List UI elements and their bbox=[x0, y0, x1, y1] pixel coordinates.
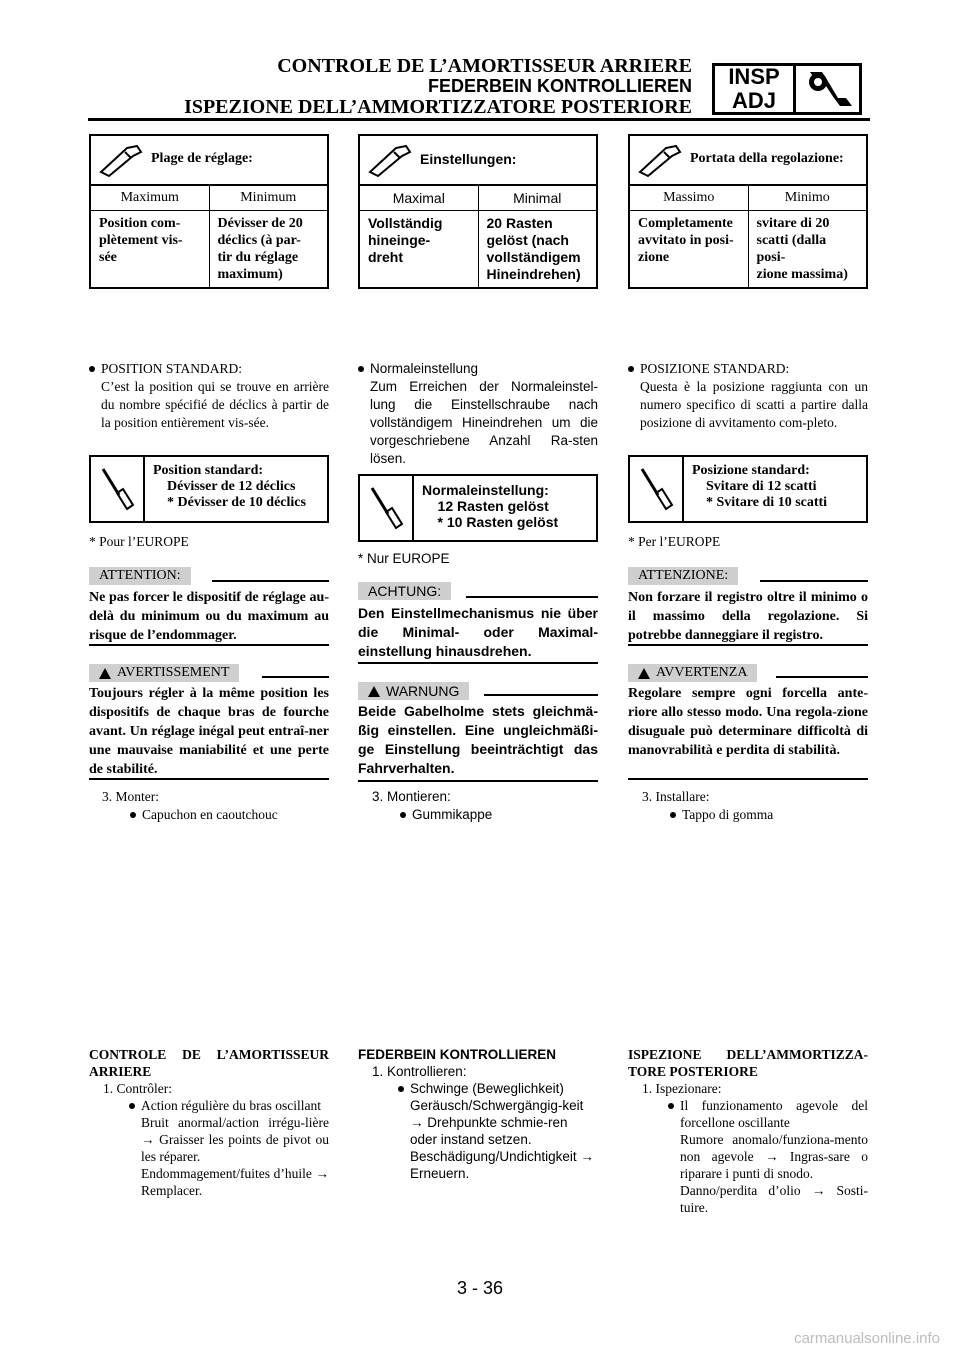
title-it: ISPEZIONE DELL’AMMORTIZZATORE POSTERIORE bbox=[184, 96, 692, 118]
insp-adj-badge bbox=[712, 63, 862, 115]
spec-title: Einstellungen: bbox=[420, 151, 517, 167]
col-max: Maximal bbox=[360, 186, 479, 210]
caliper-icon bbox=[366, 142, 414, 178]
warning-label: AVVERTENZA bbox=[656, 665, 748, 680]
caliper-icon bbox=[97, 142, 145, 178]
step1-label: 1. Ispezionare: bbox=[642, 1081, 722, 1096]
warning-text-de: Beide Gabelholme stets gleichmä-ßig einstellen. Eine ungleichmäßi-ge Einstellung beeinträchtigt das Fahrverhalten. bbox=[358, 703, 598, 776]
step3-it bbox=[642, 788, 773, 824]
warning-triangle-icon bbox=[368, 686, 380, 697]
standard-box-text: Posizione standard: Svitare di 12 scatti * Svitare di 10 scatti bbox=[692, 463, 828, 510]
warning-label: WARNUNG bbox=[386, 683, 460, 699]
standard-box-it bbox=[628, 455, 868, 523]
caution-text-fr: Ne pas forcer le dispositif de réglage au-delà du minimum ou du maximum au risque de l’endommager. bbox=[89, 590, 329, 643]
warning-text-it: Regolare sempre ogni forcella ante-riore allo stesso modo. Una regola-zione disuguale può determinare difficoltà di manovrabilità e perdita di stabilità. bbox=[628, 686, 868, 758]
section-title: FEDERBEIN KONTROLLIEREN bbox=[358, 1047, 557, 1062]
section-it bbox=[628, 1046, 868, 1216]
warning-triangle-icon bbox=[99, 668, 111, 679]
step3-label: 3. Montieren: bbox=[372, 789, 451, 804]
step1-label: 1. Kontrollieren: bbox=[372, 1064, 467, 1079]
step3-label: 3. Monter: bbox=[102, 789, 159, 804]
col-max: Massimo bbox=[630, 186, 749, 210]
step1-item: Schwinge (Beweglichkeit) bbox=[410, 1081, 564, 1096]
title-de: FEDERBEIN KONTROLLIEREN bbox=[427, 76, 692, 96]
badge-insp: INSP bbox=[728, 64, 780, 89]
val-max: Position com- plètement vis- sée bbox=[91, 211, 210, 287]
note-de: * Nur EUROPE bbox=[358, 551, 450, 566]
caution-label: ATTENZIONE: bbox=[628, 567, 738, 585]
std-title: Normaleinstellung bbox=[370, 361, 479, 376]
warning-de bbox=[358, 682, 469, 702]
standard-box-text: Position standard: Dévisser de 12 déclics * Dévisser de 10 déclics bbox=[153, 463, 306, 510]
watermark: carmanualsonline.info bbox=[794, 1330, 940, 1347]
col-min: Minimum bbox=[240, 190, 297, 205]
spec-table-de bbox=[358, 134, 598, 289]
spec-table-it bbox=[628, 134, 868, 289]
header-rule bbox=[88, 118, 870, 121]
warning-label: AVERTISSEMENT bbox=[117, 665, 230, 680]
std-text: C’est la position qui se trouve en arrière du nombre spécifié de déclics à partir de la position entièrement vis-sée. bbox=[101, 379, 329, 430]
val-min: 20 Rasten gelöst (nach vollständigem Hineindrehen) bbox=[486, 215, 581, 282]
col-min: Minimo bbox=[784, 190, 830, 205]
val-min: Dévisser de 20 déclics (à par- tir du réglage maximum) bbox=[217, 216, 303, 282]
page-number: 3 - 36 bbox=[456, 1278, 504, 1298]
column-fr bbox=[89, 360, 329, 432]
standard-box-de bbox=[358, 474, 598, 542]
step3-item: Gummikappe bbox=[412, 807, 493, 822]
caution-text-de: Den Einstellmechanismus nie über die Minimal- oder Maximal-einstellung hinausdrehen. bbox=[358, 605, 598, 659]
std-text: Questa è la posizione raggiunta con un numero specifico di scatti a partire dalla posizione di avvitamento com-pleto. bbox=[640, 379, 868, 430]
step1-text: Rumore anomalo/funziona-mento non agevole → Ingras-sare o riparare i punti di snodo. Danno/perdita d’olio → Sosti-tuire. bbox=[680, 1132, 868, 1215]
std-title: POSITION STANDARD: bbox=[101, 361, 243, 376]
step1-label: 1. Contrôler: bbox=[103, 1081, 172, 1096]
warning-fr bbox=[89, 664, 239, 684]
standard-box-text: Normaleinstellung: 12 Rasten gelöst * 10 Rasten gelöst bbox=[422, 482, 559, 530]
title-fr: CONTROLE DE L’AMORTISSEUR ARRIERE bbox=[277, 55, 692, 77]
screwdriver-icon bbox=[97, 465, 137, 517]
step3-fr bbox=[102, 788, 278, 824]
note-it: * Per l’EUROPE bbox=[628, 534, 721, 549]
section-title: ISPEZIONE DELL’AMMORTIZZA-TORE POSTERIORE bbox=[628, 1047, 868, 1079]
warning-it bbox=[628, 664, 757, 684]
warning-triangle-icon bbox=[638, 668, 650, 679]
caution-label: ACHTUNG: bbox=[358, 582, 451, 600]
std-text: Zum Erreichen der Normaleinstel-lung die Einstellschraube nach vollständigem Hineindrehen um die vorgeschriebene Anzahl Ra-sten lösen. bbox=[370, 379, 598, 466]
step1-item: Action régulière du bras oscillant bbox=[141, 1098, 321, 1113]
caution-text-it: Non forzare il registro oltre il minimo o il massimo della regolazione. Si potrebbe danneggiare il registro. bbox=[628, 590, 868, 643]
spec-title: Plage de réglage: bbox=[151, 151, 253, 166]
caution-label: ATTENTION: bbox=[89, 567, 191, 585]
step3-item: Capuchon en caoutchouc bbox=[142, 807, 278, 822]
section-de bbox=[358, 1046, 598, 1182]
section-title: CONTROLE DE L’AMORTISSEUR ARRIERE bbox=[89, 1047, 329, 1079]
section-fr bbox=[89, 1046, 329, 1199]
step3-label: 3. Installare: bbox=[642, 789, 710, 804]
col-max: Maximum bbox=[91, 186, 210, 210]
step1-text: Bruit anormal/action irrégu-lière → Graisser les points de pivot ou les réparer. Endommagement/fuites d’huile → Remplacer. bbox=[141, 1115, 329, 1198]
note-fr: * Pour l’EUROPE bbox=[89, 534, 189, 549]
column-it bbox=[628, 360, 868, 432]
column-de bbox=[358, 360, 598, 468]
step1-text: Geräusch/Schwergängig-keit → Drehpunkte schmie-ren oder instand setzen. Beschädigung/Undichtigkeit → Erneuern. bbox=[410, 1098, 594, 1181]
badge-adj: ADJ bbox=[731, 88, 776, 113]
step1-item: Il funzionamento agevole del forcellone oscillante bbox=[680, 1098, 868, 1130]
standard-box-fr bbox=[89, 455, 329, 523]
caution-it bbox=[628, 566, 738, 585]
warning-text-fr: Toujours régler à la même position les dispositifs de chaque bras de fourche avant. Un réglage inégal peut entraî-ner une mauvaise maniabilité et une perte de stabilité. bbox=[89, 686, 329, 777]
caution-fr bbox=[89, 566, 329, 585]
wrench-icon bbox=[800, 68, 856, 110]
caliper-icon bbox=[636, 142, 684, 178]
val-min: svitare di 20 scatti (dalla posi- zione massima) bbox=[756, 216, 848, 282]
val-max: Completamente avvitato in posi- zione bbox=[630, 211, 749, 287]
val-max: Vollständig hineinge- dreht bbox=[360, 211, 479, 287]
step3-item: Tappo di gomma bbox=[682, 807, 774, 822]
std-title: POSIZIONE STANDARD: bbox=[640, 361, 790, 376]
caution-de bbox=[358, 582, 451, 601]
screwdriver-icon bbox=[366, 484, 406, 536]
col-min: Minimal bbox=[513, 190, 562, 206]
step3-de bbox=[372, 788, 492, 824]
spec-title: Portata della regolazione: bbox=[690, 151, 844, 166]
spec-table-fr bbox=[89, 134, 329, 289]
screwdriver-icon bbox=[636, 465, 676, 517]
